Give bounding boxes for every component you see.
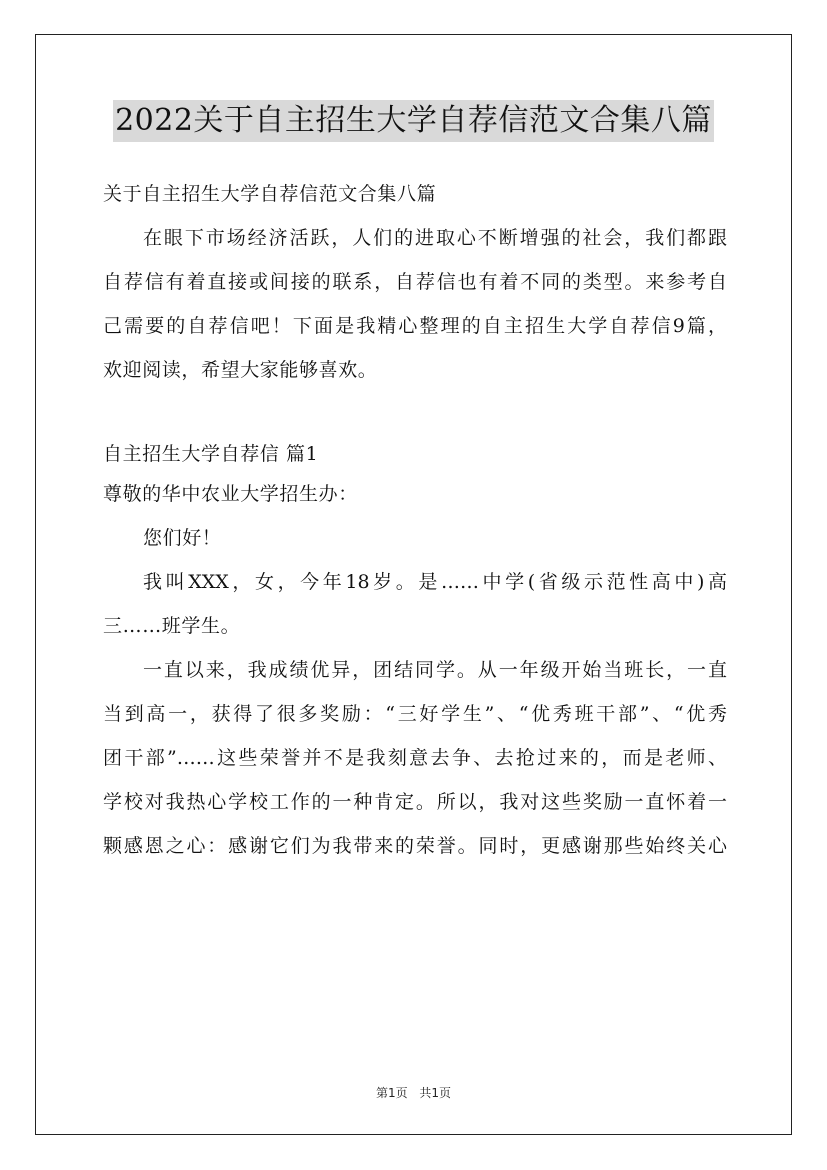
page-footer <box>0 1084 827 1101</box>
document-title: 2022关于自主招生大学自荐信范文合集八篇 <box>113 100 714 142</box>
document-subtitle: 关于自主招生大学自荐信范文合集八篇 <box>103 183 437 205</box>
page-number: 第1页 <box>375 1086 408 1100</box>
paragraph-line: 当到高一，获得了很多奖励：“三好学生”、“优秀班干部”、“优秀 <box>103 703 727 725</box>
title-area <box>0 100 827 142</box>
intro-line: 自荐信有着直接或间接的联系，自荐信也有着不同的类型。来参考自 <box>103 271 727 293</box>
paragraph-gap <box>103 392 727 436</box>
paragraph-line: 我叫XXX，女，今年18岁。是……中学(省级示范性高中)高 <box>143 571 727 593</box>
document-body <box>103 172 727 868</box>
intro-line: 欢迎阅读，希望大家能够喜欢。 <box>103 359 378 381</box>
greeting: 您们好！ <box>143 527 222 549</box>
paragraph-line: 学校对我热心学校工作的一种肯定。所以，我对这些奖励一直怀着一 <box>103 791 727 813</box>
section-heading: 自主招生大学自荐信 篇1 <box>103 443 319 465</box>
paragraph-line: 一直以来，我成绩优异，团结同学。从一年级开始当班长，一直 <box>143 659 727 681</box>
paragraph-line: 团干部”……这些荣誉并不是我刻意去争、去抢过来的，而是老师、 <box>103 747 727 769</box>
intro-line: 己需要的自荐信吧！下面是我精心整理的自主招生大学自荐信9篇， <box>103 315 727 337</box>
page-total: 共1页 <box>419 1086 452 1100</box>
salutation: 尊敬的华中农业大学招生办： <box>103 483 358 505</box>
paragraph-line: 颗感恩之心：感谢它们为我带来的荣誉。同时，更感谢那些始终关心 <box>103 835 727 857</box>
paragraph-line: 三……班学生。 <box>103 615 241 637</box>
intro-line: 在眼下市场经济活跃，人们的进取心不断增强的社会，我们都跟 <box>143 227 727 249</box>
